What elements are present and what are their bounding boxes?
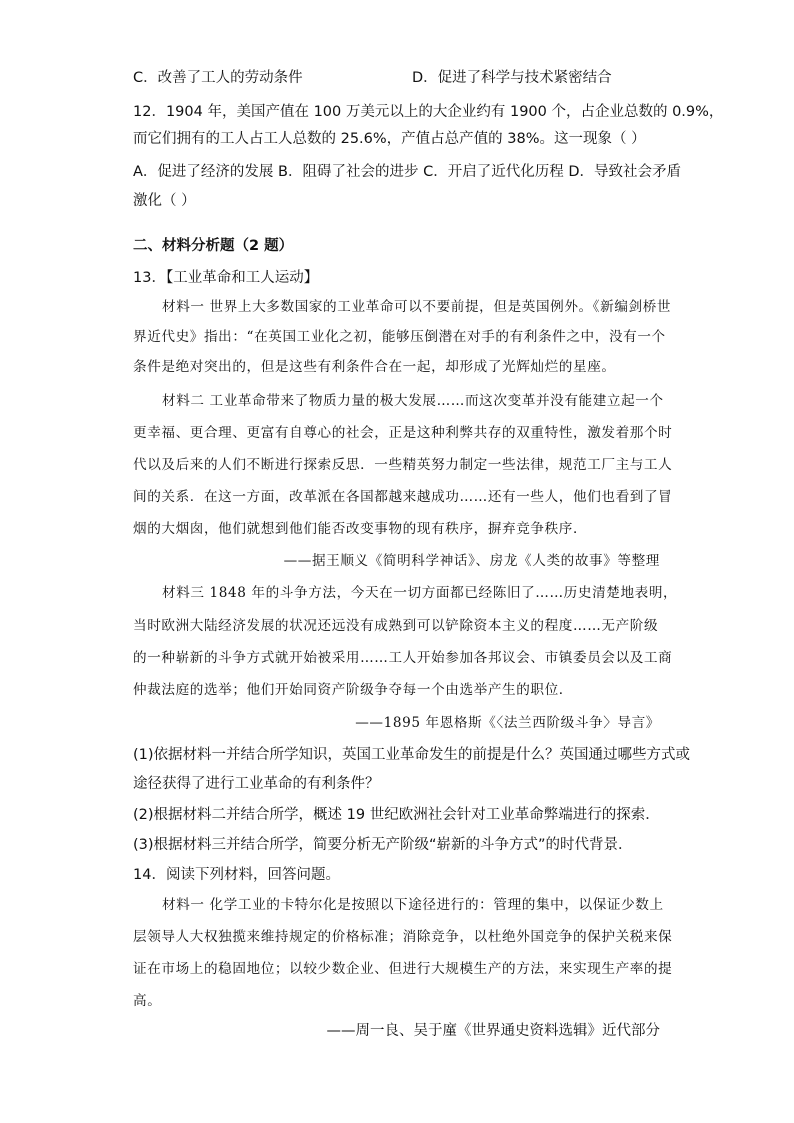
q13-material-3-source: ——1895 年恩格斯《〈法兰西阶级斗争〉导言》 [355, 715, 660, 731]
q13-question-1-line-2: 途径获得了进行工业革命的有利条件？ [133, 776, 380, 792]
q13-material-1-line-3: 条件是绝对突出的，但是这些有利条件合在一起，却形成了光辉灿烂的星座。 [133, 359, 616, 375]
q13-question-2: (2)根据材料二并结合所学，概述 19 世纪欧洲社会针对工业革命弊端进行的探索． [133, 807, 660, 823]
q12-options-line-2: 激化（ ） [133, 193, 196, 209]
q13-material-1-line-1: 材料一 世界上大多数国家的工业革命可以不要前提，但是英国例外。《新编剑桥世 [162, 299, 672, 315]
q14-material-1-line-3: 证在市场上的稳固地位；以较少数企业、但进行大规模生产的方法，来实现生产率的提 [133, 961, 673, 977]
q14-material-1-source: ——周一良、吴于廑《世界通史资料选辑》近代部分 [326, 1023, 660, 1039]
q13-material-2-line-3: 代以及后来的人们不断进行探索反思．一些精英努力制定一些法律，规范工厂主与工人 [133, 457, 673, 473]
q14-title: 14．阅读下列材料，回答问题。 [133, 867, 340, 883]
q13-title: 13．【工业革命和工人运动】 [133, 270, 319, 286]
q13-material-3-line-4: 仲裁法庭的选举；他们开始同资产阶级争夺每一个由选举产生的职位． [133, 682, 574, 698]
q14-material-1-line-2: 层领导人大权独揽来维持规定的价格标准；消除竞争，以杜绝外国竞争的保护关税来保 [133, 929, 673, 945]
q12-stem-line-1: 12．1904 年，美国产值在 100 万美元以上的大企业约有 1900 个，占企业总数的 0.9%， [133, 104, 724, 120]
q13-material-2-source: ——据王顺义《简明科学神话》、房龙《人类的故事》等整理 [283, 553, 660, 569]
q13-material-2-line-2: 更幸福、更合理、更富有自尊心的社会，正是这种利弊共存的双重特性，激发着那个时 [133, 425, 673, 441]
q13-material-3-line-2: 当时欧洲大陆经济发展的状况还远没有成熟到可以铲除资本主义的程度……无产阶级 [133, 618, 659, 634]
q12-stem-line-2: 而它们拥有的工人占工人总数的 25.6%，产值占总产值的 38%。这一现象（ ） [133, 131, 646, 147]
q14-material-1-line-4: 高。 [133, 993, 162, 1009]
q13-question-3: (3)根据材料三并结合所学，简要分析无产阶级“崭新的斗争方式”的时代背景． [133, 837, 633, 853]
q12-options-line-1: A．促进了经济的发展 B．阻碍了社会的进步 C．开启了近代化历程 D．导致社会矛盾 [133, 164, 681, 180]
q13-material-3-line-1: 材料三 1848 年的斗争方法，今天在一切方面都已经陈旧了……历史清楚地表明， [162, 585, 678, 601]
q11-option-c: C．改善了工人的劳动条件 [133, 70, 303, 86]
q13-material-3-line-3: 的一种崭新的斗争方式就开始被采用……工人开始参加各邦议会、市镇委员会以及工商 [133, 650, 673, 666]
q13-question-1-line-1: (1)依据材料一并结合所学知识，英国工业革命发生的前提是什么？英国通过哪些方式或 [133, 747, 691, 763]
q13-material-2-line-5: 烟的大烟囱，他们就想到他们能否改变事物的现有秩序，摒弃竞争秩序． [133, 521, 588, 537]
section-2-heading: 二、材料分析题（2 题） [133, 238, 294, 254]
q13-material-1-line-2: 界近代史》指出：“在英国工业化之初，能够压倒潜在对手的有利条件之中，没有一个 [133, 329, 666, 345]
q13-material-2-line-4: 间的关系．在这一方面，改革派在各国都越来越成功……还有一些人，他们也看到了冒 [133, 489, 673, 505]
q14-material-1-line-1: 材料一 化学工业的卡特尔化是按照以下途径进行的：管理的集中，以保证少数上 [162, 897, 664, 913]
q11-option-d: D．促进了科学与技术紧密结合 [412, 70, 612, 86]
q13-material-2-line-1: 材料二 工业革命带来了物质力量的极大发展……而这次变革并没有能建立起一个 [162, 393, 664, 409]
